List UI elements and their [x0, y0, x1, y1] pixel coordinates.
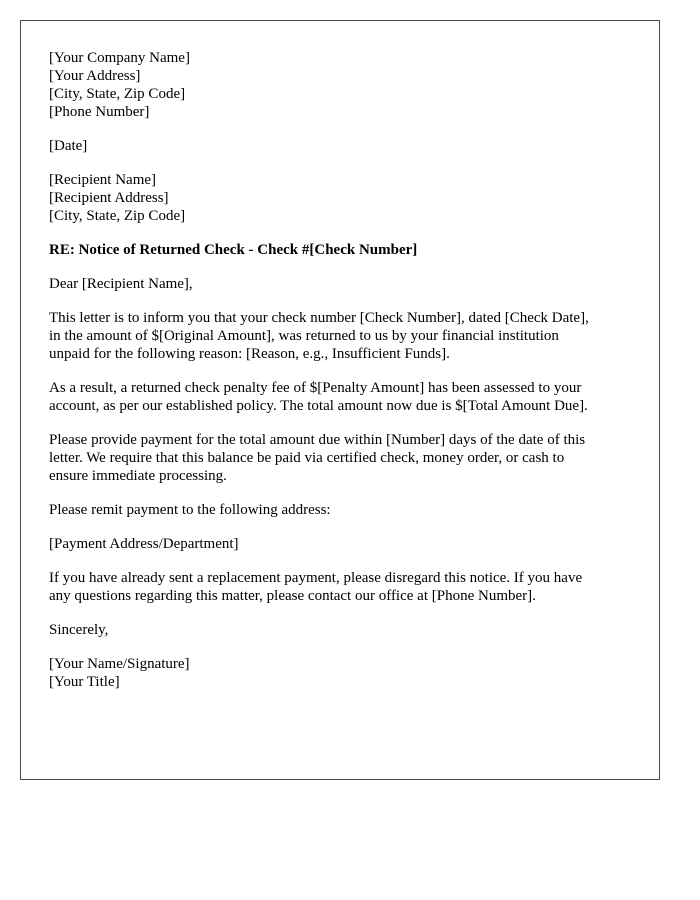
paragraph-penalty-fee — [49, 379, 639, 415]
salutation-block — [49, 275, 639, 293]
sender-city-state-zip: [City, State, Zip Code] — [49, 86, 186, 102]
paragraph-line: If you have already sent a replacement payment, please disregard this notice. If you have — [49, 570, 583, 586]
subject-block — [49, 241, 639, 259]
recipient-name: [Recipient Name] — [49, 172, 157, 188]
closing-block — [49, 621, 639, 639]
paragraph-line: Please provide payment for the total amount due within [Number] days of the date of this — [49, 432, 586, 448]
paragraph-disregard-notice — [49, 569, 639, 605]
letter-date: [Date] — [49, 138, 88, 154]
paragraph-line: Please remit payment to the following address: — [49, 502, 331, 518]
paragraph-line: any questions regarding this matter, please contact our office at [Phone Number]. — [49, 588, 536, 604]
paragraph-line: This letter is to inform you that your check number [Check Number], dated [Check Date], — [49, 310, 589, 326]
salutation: Dear [Recipient Name], — [49, 276, 193, 292]
letter-page — [20, 20, 660, 780]
sender-company-name: [Your Company Name] — [49, 50, 190, 66]
paragraph-line: in the amount of $[Original Amount], was returned to us by your financial institution — [49, 328, 559, 344]
signature-block — [49, 655, 639, 691]
paragraph-payment-address — [49, 535, 639, 553]
paragraph-line: unpaid for the following reason: [Reason, e.g., Insufficient Funds]. — [49, 346, 450, 362]
date-block — [49, 137, 639, 155]
letter-content — [49, 49, 639, 707]
paragraph-line: account, as per our established policy. The total amount now due is $[Total Amount Due]. — [49, 398, 588, 414]
paragraph-returned-check — [49, 309, 639, 363]
closing: Sincerely, — [49, 622, 109, 638]
paragraph-line: letter. We require that this balance be paid via certified check, money order, or cash to — [49, 450, 565, 466]
signature-title: [Your Title] — [49, 674, 120, 690]
paragraph-line: [Payment Address/Department] — [49, 536, 239, 552]
sender-address: [Your Address] — [49, 68, 141, 84]
sender-phone: [Phone Number] — [49, 104, 150, 120]
sender-block — [49, 49, 639, 121]
subject-line: RE: Notice of Returned Check - Check #[Check Number] — [49, 242, 418, 258]
recipient-address: [Recipient Address] — [49, 190, 169, 206]
paragraph-payment-terms — [49, 431, 639, 485]
paragraph-line: ensure immediate processing. — [49, 468, 227, 484]
signature-name: [Your Name/Signature] — [49, 656, 190, 672]
paragraph-line: As a result, a returned check penalty fee of $[Penalty Amount] has been assessed to your — [49, 380, 582, 396]
recipient-block — [49, 171, 639, 225]
paragraph-remit-instructions — [49, 501, 639, 519]
recipient-city-state-zip: [City, State, Zip Code] — [49, 208, 186, 224]
